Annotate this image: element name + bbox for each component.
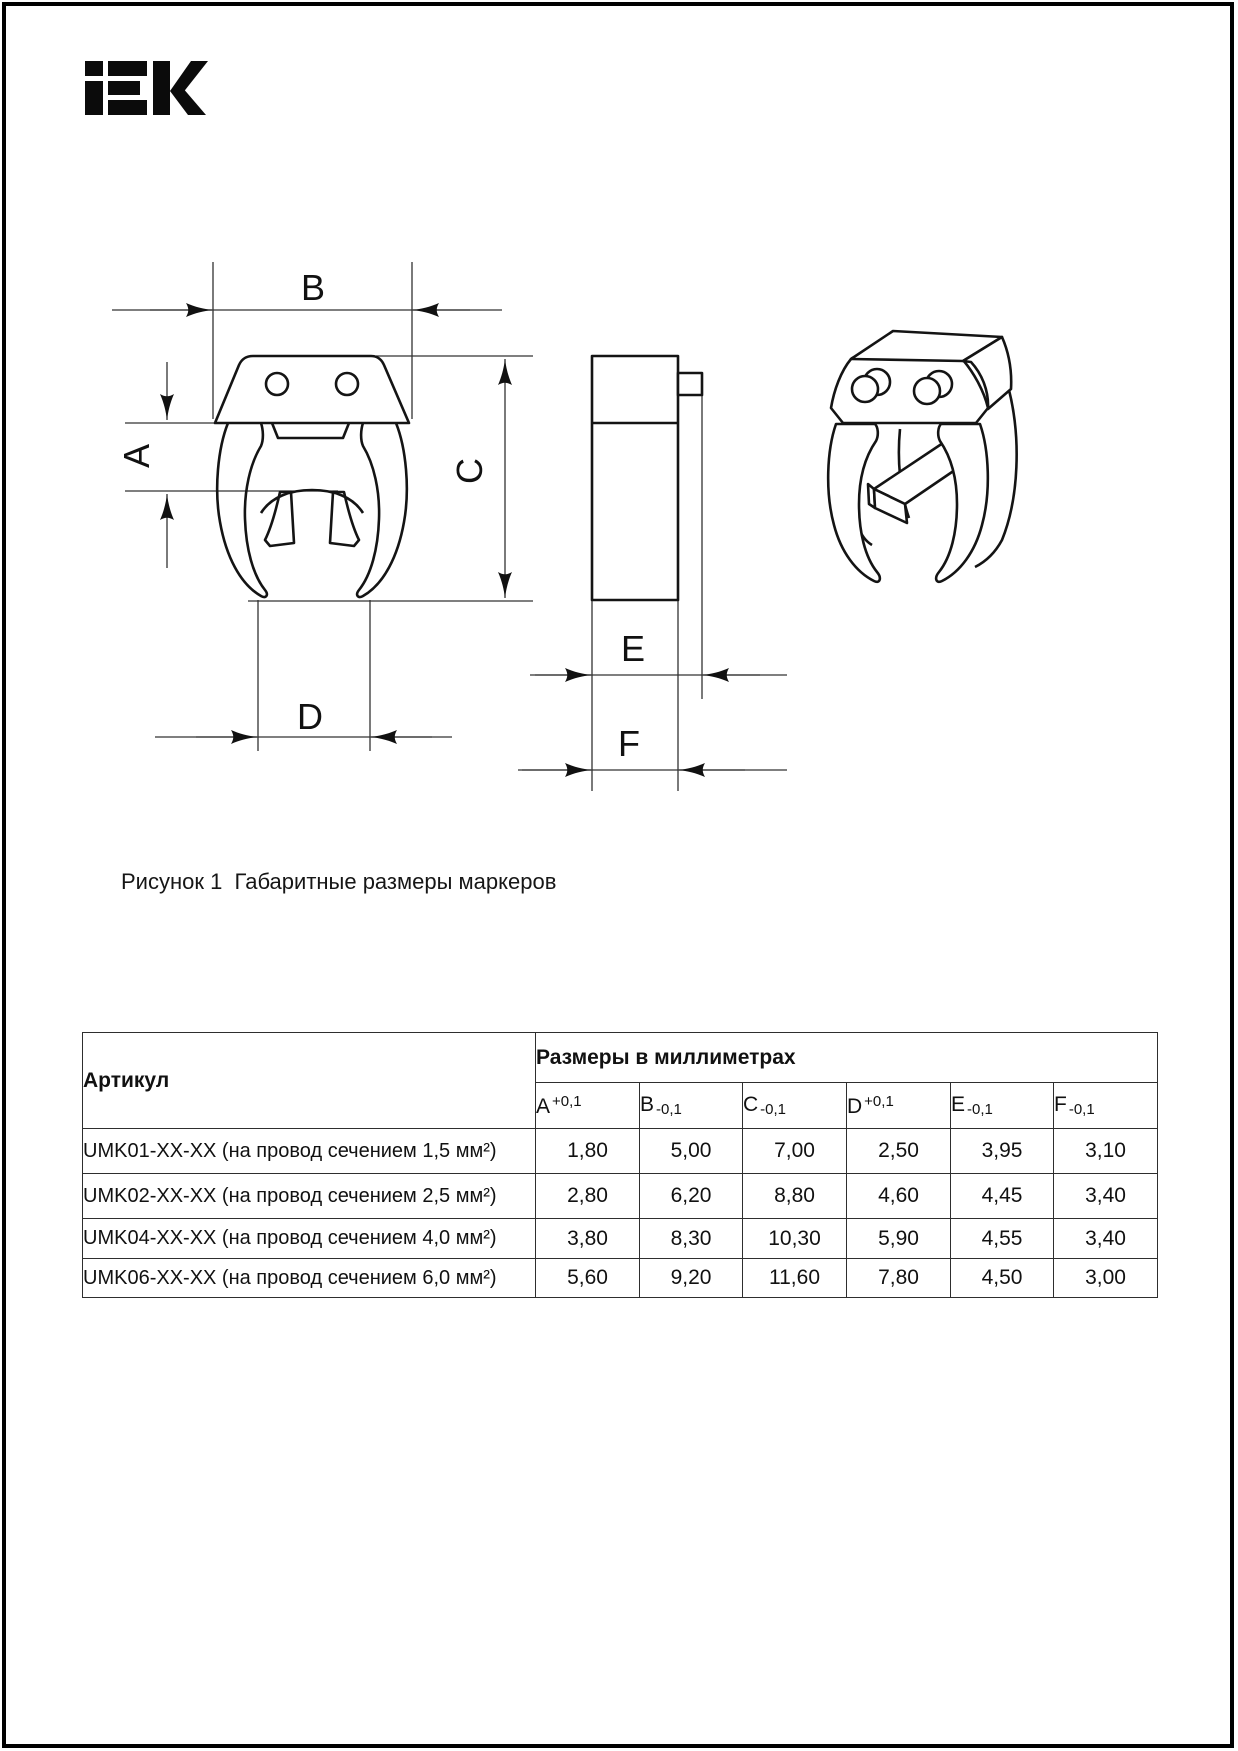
col-header-d (847, 1083, 951, 1129)
cell-value: 10,30 (743, 1219, 847, 1259)
cell-value: 7,00 (743, 1129, 847, 1174)
col-header-a (536, 1083, 640, 1129)
table-row (83, 1174, 1158, 1219)
col-tolerance: -0,1 (760, 1101, 787, 1118)
cell-value: 3,95 (951, 1129, 1054, 1174)
col-tolerance: -0,1 (1068, 1101, 1095, 1118)
col-header-article: Артикул (83, 1033, 536, 1129)
header-row-1 (83, 1033, 1158, 1083)
dim-label-b: B (300, 267, 326, 308)
col-letter: D (847, 1094, 863, 1118)
cell-article: UMK06-XX-XX (на провод сечением 6,0 мм²) (83, 1259, 536, 1298)
col-tolerance: -0,1 (967, 1101, 993, 1118)
dim-label-d: D (297, 696, 323, 737)
cell-value: 11,60 (743, 1259, 847, 1298)
cell-value: 2,50 (847, 1129, 951, 1174)
col-letter: E (951, 1093, 966, 1116)
cell-value: 9,20 (640, 1259, 743, 1298)
dimensions-table (82, 1032, 1158, 1298)
cell-value: 1,80 (536, 1129, 640, 1174)
marker-front-view (215, 356, 409, 597)
cell-value: 3,40 (1054, 1174, 1158, 1219)
figure-caption: Рисунок 1 Габаритные размеры маркеров (121, 869, 557, 894)
col-header-sizes: Размеры в миллиметрах (536, 1033, 1158, 1083)
cell-value: 4,45 (951, 1174, 1054, 1219)
marker-side-view (592, 356, 702, 600)
dim-label-a: A (116, 443, 157, 469)
cell-value: 8,80 (743, 1174, 847, 1219)
col-header-b (640, 1083, 743, 1129)
dim-label-e: E (620, 628, 646, 669)
dim-label-c: C (449, 458, 490, 484)
col-letter: F (1054, 1093, 1067, 1116)
col-letter: C (743, 1093, 759, 1116)
col-tolerance: -0,1 (656, 1101, 682, 1118)
col-letter: B (640, 1093, 655, 1116)
cell-value: 7,80 (847, 1259, 951, 1298)
cell-value: 4,50 (951, 1259, 1054, 1298)
cell-value: 4,60 (847, 1174, 951, 1219)
cell-article: UMK04-XX-XX (на провод сечением 4,0 мм²) (83, 1219, 536, 1259)
cell-value: 5,90 (847, 1219, 951, 1259)
cell-value: 3,80 (536, 1219, 640, 1259)
cell-value: 5,60 (536, 1259, 640, 1298)
col-header-c (743, 1083, 847, 1129)
dimension-lines (112, 262, 787, 791)
cell-value: 3,00 (1054, 1259, 1158, 1298)
cell-value: 3,40 (1054, 1219, 1158, 1259)
cell-value: 4,55 (951, 1219, 1054, 1259)
col-tolerance: +0,1 (864, 1092, 894, 1110)
col-header-f (1054, 1083, 1158, 1129)
col-letter: A (536, 1094, 551, 1118)
dim-label-f: F (618, 723, 640, 764)
marker-iso-view (828, 331, 1016, 582)
cell-value: 6,20 (640, 1174, 743, 1219)
cell-value: 8,30 (640, 1219, 743, 1259)
cell-value: 3,10 (1054, 1129, 1158, 1174)
table-row (83, 1219, 1158, 1259)
cell-value: 2,80 (536, 1174, 640, 1219)
cell-article: UMK02-XX-XX (на провод сечением 2,5 мм²) (83, 1174, 536, 1219)
table-row (83, 1259, 1158, 1298)
table-row (83, 1129, 1158, 1174)
cell-article: UMK01-XX-XX (на провод сечением 1,5 мм²) (83, 1129, 536, 1174)
cell-value: 5,00 (640, 1129, 743, 1174)
col-header-e (951, 1083, 1054, 1129)
col-tolerance: +0,1 (552, 1092, 582, 1110)
dimension-labels (116, 267, 645, 764)
